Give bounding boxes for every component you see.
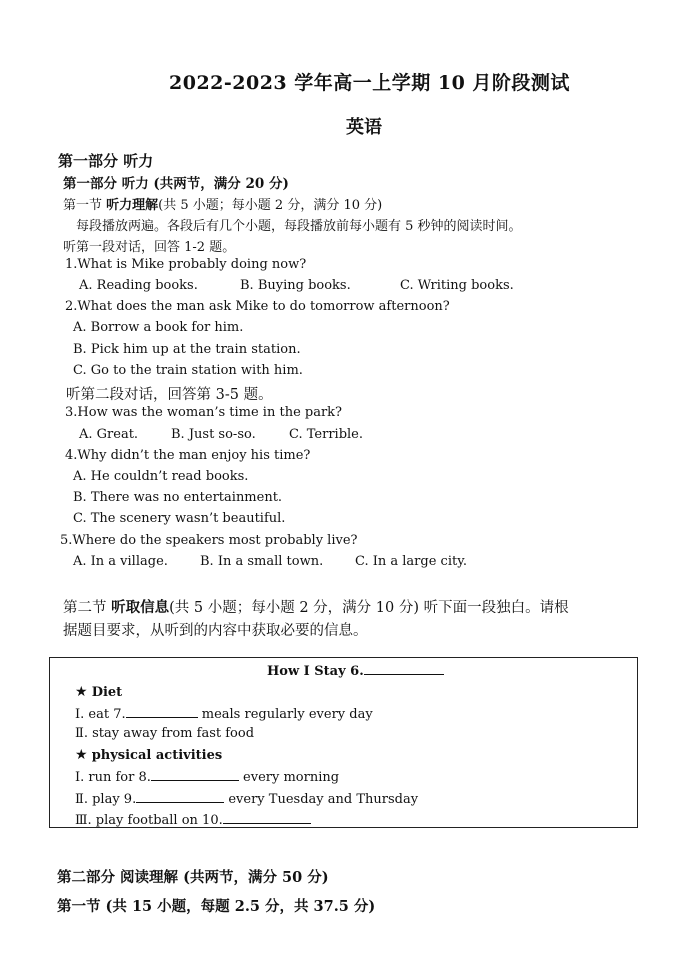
diet-item-2: Ⅱ. stay away from fast food bbox=[75, 726, 255, 741]
section2-label: 第二节 bbox=[63, 600, 107, 616]
subject-title: 英语 bbox=[346, 117, 382, 138]
q2-option-a: A. Borrow a book for him. bbox=[73, 320, 244, 335]
page-title: 2022-2023 学年高一上学期 10 月阶段测试 bbox=[169, 72, 570, 94]
activity-item-2-pre: Ⅱ. play 9. bbox=[75, 792, 137, 807]
section1-label: 第一节 bbox=[63, 198, 103, 213]
part1-heading: 第一部分 听力 bbox=[58, 152, 154, 170]
question-4: 4.Why didn’t the man enjoy his time? bbox=[65, 448, 311, 463]
part2-section1: 第一节 (共 15 小题，每题 2.5 分，共 37.5 分) bbox=[57, 898, 376, 915]
q3-option-c: C. Terrible. bbox=[289, 427, 363, 442]
q3-option-a: A. Great. bbox=[79, 427, 139, 442]
activity-item-3 bbox=[75, 811, 311, 828]
diet-item-1-pre: Ⅰ. eat 7. bbox=[75, 707, 126, 722]
q1-option-b: B. Buying books. bbox=[240, 278, 351, 293]
part1-subheading: 第一部分 听力 (共两节，满分 20 分) bbox=[63, 176, 289, 192]
q4-option-b: B. There was no entertainment. bbox=[73, 490, 283, 505]
section2-name: 听取信息 bbox=[111, 599, 170, 616]
dialog2-instruction: 听第二段对话，回答第 3-5 题。 bbox=[66, 387, 273, 403]
blank-7[interactable] bbox=[126, 705, 198, 718]
star-icon: ★ bbox=[75, 684, 88, 700]
activity-item-1-post: every morning bbox=[243, 770, 340, 785]
table-title bbox=[267, 662, 444, 679]
diet-item-1 bbox=[75, 705, 373, 722]
q2-option-b: B. Pick him up at the train station. bbox=[73, 342, 301, 357]
diet-row bbox=[75, 684, 122, 700]
section1-note: (共 5 小题；每小题 2 分，满分 10 分) bbox=[158, 198, 383, 213]
section2-line1 bbox=[63, 596, 569, 617]
q5-option-a: A. In a village. bbox=[73, 554, 168, 569]
star-icon: ★ bbox=[75, 747, 88, 763]
dialog1-instruction: 听第一段对话，回答 1-2 题。 bbox=[63, 240, 236, 255]
blank-10[interactable] bbox=[223, 811, 311, 824]
blank-8[interactable] bbox=[151, 768, 239, 781]
activity-item-1-pre: Ⅰ. run for 8. bbox=[75, 770, 151, 785]
q4-option-a: A. He couldn’t read books. bbox=[73, 469, 249, 484]
section2-line2: 据题目要求，从听到的内容中获取必要的信息。 bbox=[63, 623, 368, 639]
q1-option-c: C. Writing books. bbox=[400, 278, 514, 293]
question-2: 2.What does the man ask Mike to do tomorrow afternoon? bbox=[65, 299, 450, 314]
activity-item-2 bbox=[75, 790, 418, 807]
activities-row bbox=[75, 747, 222, 763]
activities-heading: physical activities bbox=[91, 748, 223, 763]
blank-9[interactable] bbox=[136, 790, 224, 803]
question-5: 5.Where do the speakers most probably live? bbox=[60, 533, 358, 548]
q3-option-b: B. Just so-so. bbox=[171, 427, 256, 442]
part2-heading: 第二部分 阅读理解 (共两节，满分 50 分) bbox=[57, 869, 329, 886]
question-1: 1.What is Mike probably doing now? bbox=[65, 257, 307, 272]
blank-6[interactable] bbox=[364, 662, 444, 675]
section2-text: (共 5 小题；每小题 2 分，满分 10 分) 听下面一段独白。请根 bbox=[169, 600, 569, 616]
q2-option-c: C. Go to the train station with him. bbox=[73, 363, 303, 378]
section1-instruction: 每段播放两遍。各段后有几个小题，每段播放前每小题有 5 秒钟的阅读时间。 bbox=[76, 219, 522, 234]
section1-name: 听力理解 bbox=[106, 198, 159, 213]
diet-item-1-post: meals regularly every day bbox=[201, 707, 373, 722]
q5-option-c: C. In a large city. bbox=[355, 554, 467, 569]
diet-heading: Diet bbox=[91, 685, 123, 700]
activity-item-2-post: every Tuesday and Thursday bbox=[228, 792, 419, 807]
table-title-text: How I Stay 6. bbox=[267, 664, 364, 679]
section1-header bbox=[63, 194, 382, 213]
q1-option-a: A. Reading books. bbox=[79, 278, 198, 293]
q5-option-b: B. In a small town. bbox=[200, 554, 324, 569]
activity-item-1 bbox=[75, 768, 339, 785]
activity-item-3-pre: Ⅲ. play football on 10. bbox=[75, 813, 223, 828]
q4-option-c: C. The scenery wasn’t beautiful. bbox=[73, 511, 286, 526]
question-3: 3.How was the woman’s time in the park? bbox=[65, 405, 343, 420]
